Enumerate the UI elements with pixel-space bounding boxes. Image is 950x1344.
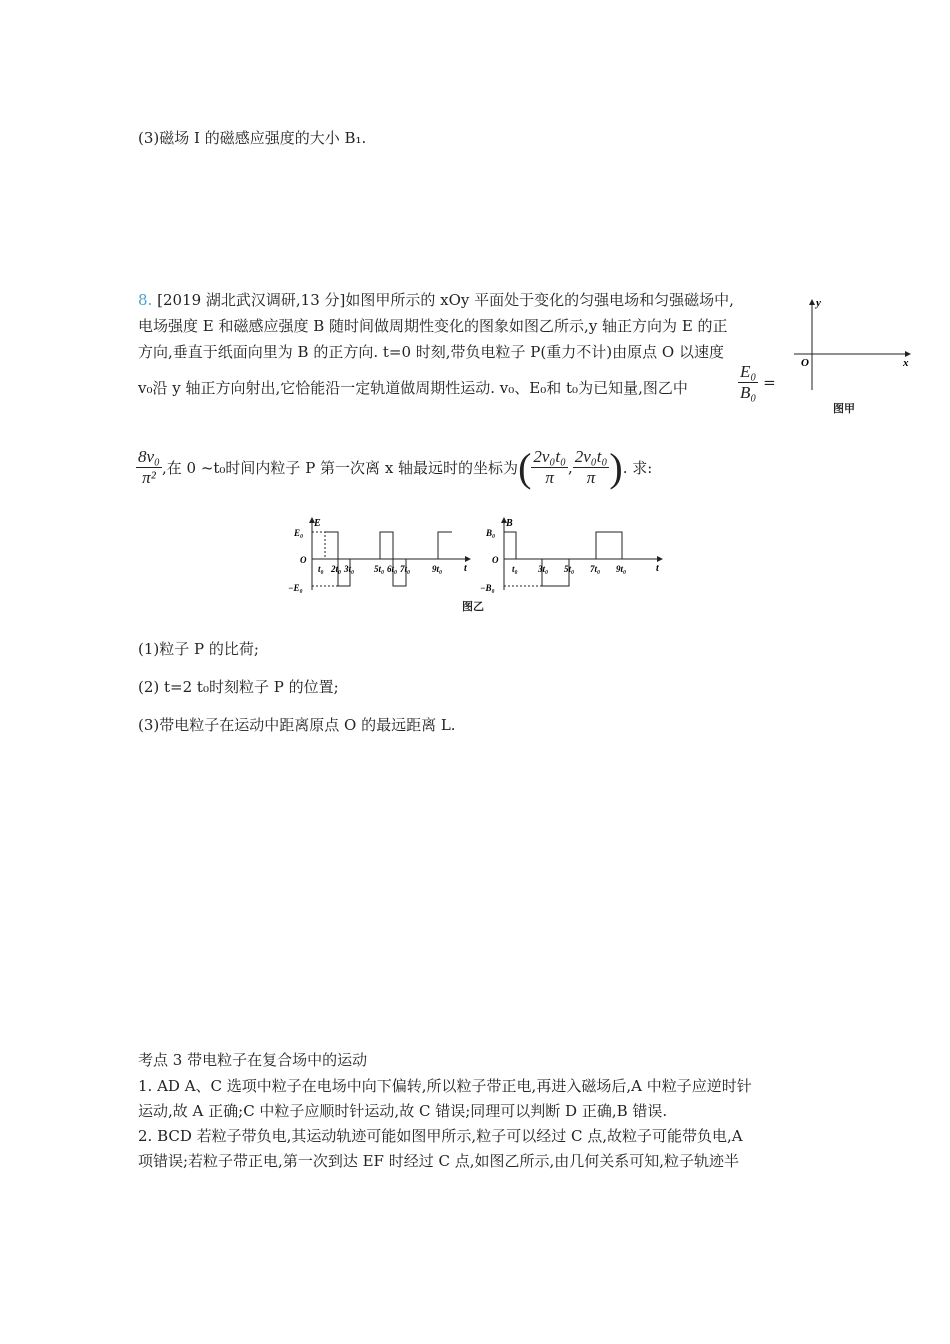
fraction-numerator: 8v₀ [138, 447, 160, 466]
coord-separator: , [567, 458, 573, 477]
b-negative-label: −B₀ [480, 583, 495, 593]
fraction-denominator: π [586, 468, 596, 487]
question8-line5 [136, 444, 652, 491]
sub-question-2: (2) t=2 t₀时刻粒子 P 的位置; [138, 678, 339, 696]
fraction-e0-b0 [738, 362, 758, 403]
answer-1-line2: 运动,故 A 正确;C 中粒子应顺时针运动,故 C 错误;同理可以判断 D 正确,B 错误. [138, 1102, 668, 1120]
question8-line1-text: [2019 湖北武汉调研,13 分]如图甲所示的 xOy 平面处于变化的匀强电场和匀强磁场中, [157, 291, 734, 309]
e-square-3 [438, 532, 452, 559]
e-positive-label: E₀ [294, 528, 304, 538]
e-negative-label: −E₀ [288, 583, 303, 593]
e-ticks [318, 564, 442, 574]
figure-jia-caption: 图甲 [833, 403, 855, 415]
sub-question-3: (3)带电粒子在运动中距离原点 O 的最远距离 L. [138, 716, 456, 734]
figure-yi-caption: 图乙 [462, 601, 484, 613]
fraction-numerator: 2v₀t₀ [574, 447, 608, 466]
fraction-numerator: 2v₀t₀ [533, 447, 566, 466]
b-tick: 5t₀ [564, 564, 575, 574]
question8-line3: 方向,垂直于纸面向里为 B 的正方向. t=0 时刻,带负电粒子 P(重力不计)由原点 O 以速度 [138, 343, 724, 361]
answer-2-line1: 2. BCD 若粒子带负电,其运动轨迹可能如图甲所示,粒子可以经过 C 点,故粒子可能带负电,A [138, 1127, 743, 1145]
figure-jia [790, 292, 920, 422]
left-paren: ( [518, 445, 532, 490]
question8-line4 [138, 376, 688, 400]
fraction-denominator: π² [142, 468, 156, 487]
question-number: 8. [138, 291, 153, 309]
e-tick: 7t₀ [400, 564, 411, 574]
answer-1-line1: 1. AD A、C 选项中粒子在电场中向下偏转,所以粒子带正电,再进入磁场后,A 中粒子应逆时针 [138, 1077, 752, 1095]
fraction-8v0-pi2 [136, 447, 162, 488]
question8-line4-text: v₀沿 y 轴正方向射出,它恰能沿一定轨道做周期性运动. v₀、E₀和 t₀为已知量,图乙中 [138, 379, 688, 397]
sub-question-1: (1)粒子 P 的比荷; [138, 640, 259, 658]
right-paren: ) [609, 445, 623, 490]
e-tick: 9t₀ [432, 564, 443, 574]
equals-sign: = [763, 373, 776, 392]
b-tick: 7t₀ [590, 564, 601, 574]
b-pulse-1 [504, 532, 516, 559]
coord-y-fraction [573, 447, 610, 488]
question8-line5-end: . 求: [622, 459, 653, 477]
previous-question-part3: (3)磁场 I 的磁感应强度的大小 B₁. [138, 129, 367, 147]
b-axis-label: B [506, 518, 513, 529]
question8-line2: 电场强度 E 和磁感应强度 B 随时间做周期性变化的图象如图乙所示,y 轴正方向为 E 的正 [138, 317, 728, 335]
answer-2-line2: 项错误;若粒子带正电,第一次到达 EF 时经过 C 点,如图乙所示,由几何关系可知,粒子轨迹半 [138, 1152, 740, 1170]
question8-line5-mid: ,在 0 ~t₀时间内粒子 P 第一次离 x 轴最远时的坐标为 [161, 459, 519, 477]
fraction-denominator: π [545, 468, 554, 487]
e-tick: 5t₀ [374, 564, 385, 574]
b-pulse-3 [596, 532, 622, 559]
e-pulse-1 [312, 532, 325, 559]
origin-label: O [801, 357, 809, 369]
e-t-label: t [464, 563, 467, 574]
x-label: x [903, 357, 909, 369]
fraction-denominator: B₀ [740, 383, 757, 402]
y-label: y [816, 297, 821, 309]
question8-line1 [138, 288, 734, 312]
e-tick: 3t₀ [344, 564, 355, 574]
b-ticks [512, 564, 626, 574]
b-origin-label: O [492, 555, 499, 565]
b-t-label: t [656, 563, 659, 574]
ratio-fraction [738, 362, 776, 403]
e-tick: 2t₀ [331, 564, 342, 574]
fraction-numerator: E₀ [740, 362, 757, 381]
b-tick: 3t₀ [538, 564, 549, 574]
e-tick: 6t₀ [387, 564, 398, 574]
coord-x-fraction [531, 447, 568, 488]
e-tick: t₀ [318, 564, 324, 574]
b-tick: 9t₀ [616, 564, 627, 574]
b-tick: t₀ [512, 564, 518, 574]
e-axis-label: E [314, 518, 321, 529]
answers-section-title: 考点 3 带电粒子在复合场中的运动 [138, 1051, 368, 1069]
e-origin-label: O [300, 555, 307, 565]
b-positive-label: B₀ [486, 528, 496, 538]
figure-yi [280, 512, 670, 594]
